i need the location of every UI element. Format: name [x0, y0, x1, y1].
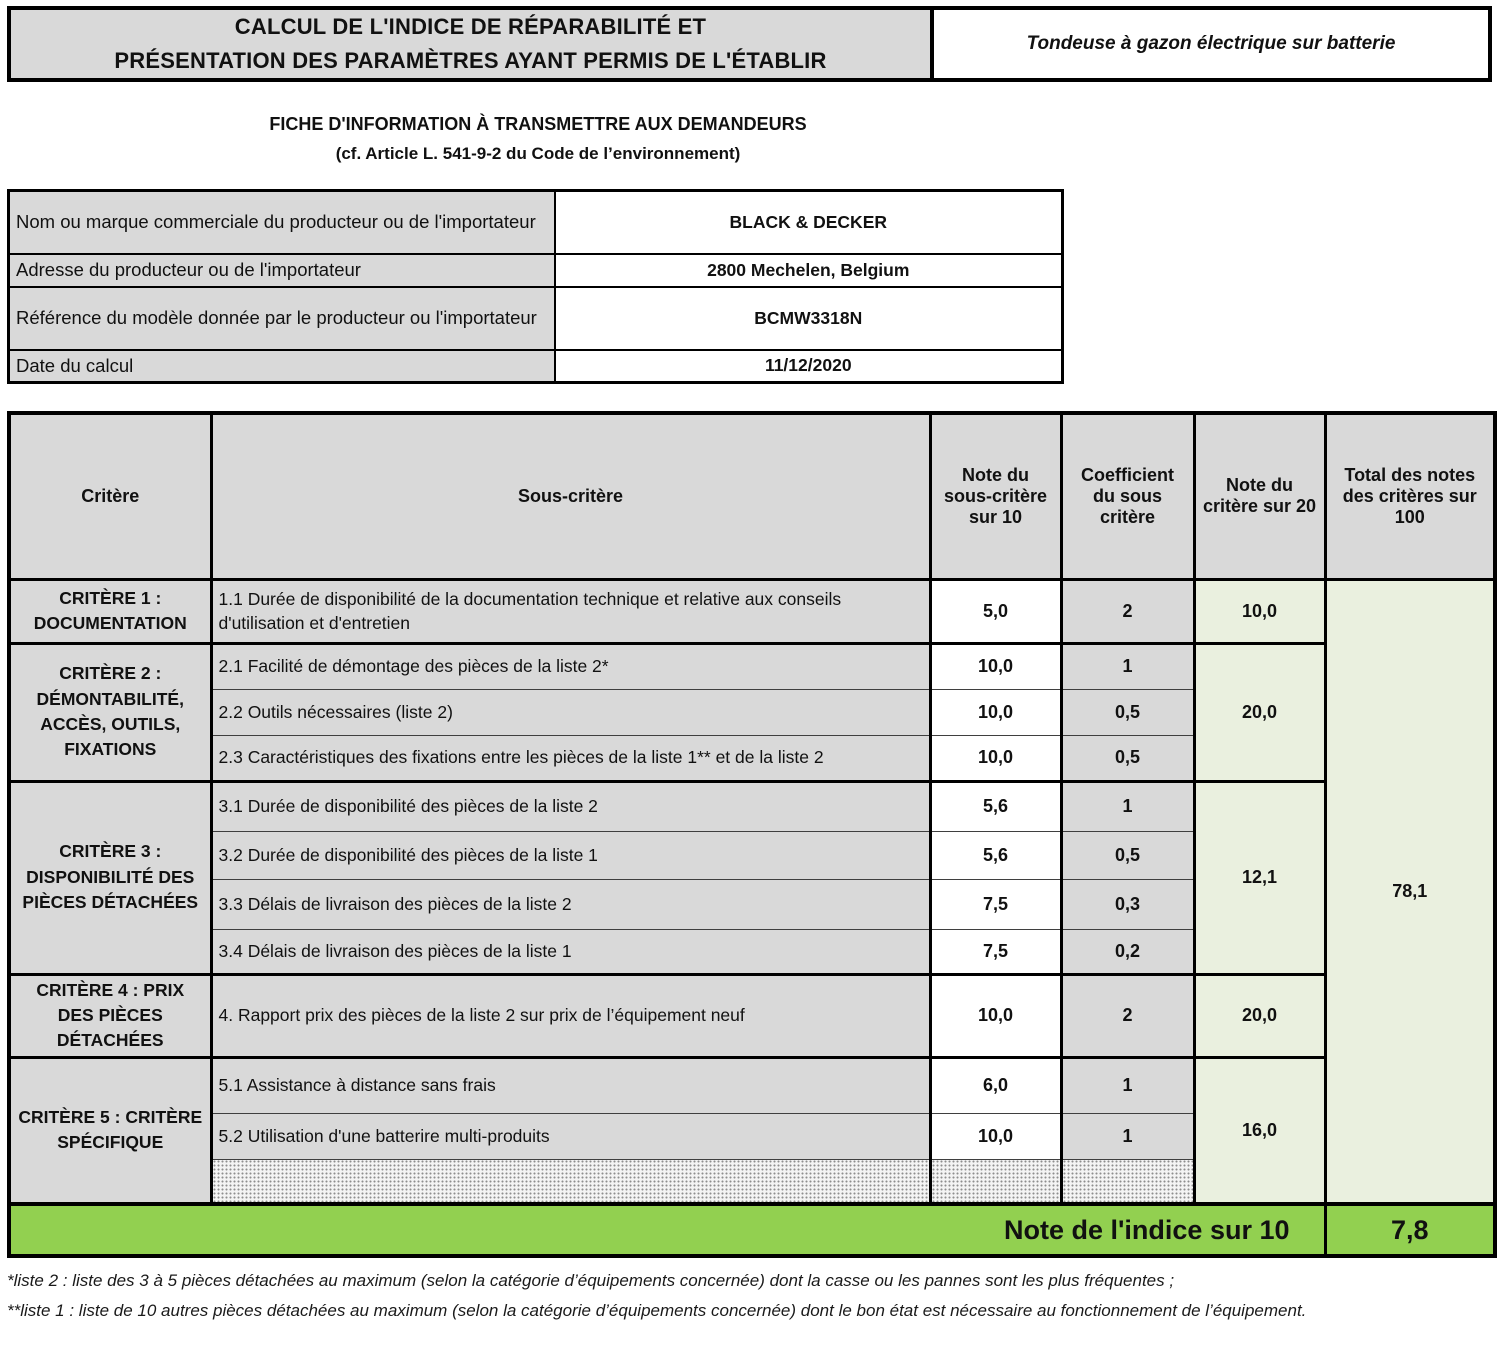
coefficient-cell: 1: [1061, 643, 1194, 689]
sub-criterion-cell: 3.1 Durée de disponibilité des pièces de la liste 2: [211, 781, 930, 831]
empty-hatched-cell: [1061, 1159, 1194, 1204]
empty-hatched-cell: [930, 1159, 1061, 1204]
criterion-2-score20: 20,0: [1194, 643, 1325, 781]
score-table-header-row: [9, 413, 1495, 579]
criterion-5-label: CRITÈRE 5 : CRITÈRE SPÉCIFIQUE: [9, 1057, 211, 1204]
sub-score-cell: 10,0: [930, 974, 1061, 1057]
sub-criterion-cell: 1.1 Durée de disponibilité de la documentation technique et relative aux conseils d'utilisation et d'entretien: [211, 579, 930, 643]
sub-score-cell: 6,0: [930, 1057, 1061, 1113]
footnote-liste1: **liste 1 : liste de 10 autres pièces détachées au maximum (selon la catégorie d’équipements concernée) dont le bon état est nécessaire au fonctionnement de l’équipement.: [7, 1301, 1307, 1321]
footnotes: [7, 1269, 1495, 1322]
coefficient-cell: 0,5: [1061, 735, 1194, 781]
score-table: [7, 411, 1497, 1258]
sub-score-cell: 10,0: [930, 689, 1061, 735]
sub-criterion-cell: 2.2 Outils nécessaires (liste 2): [211, 689, 930, 735]
criterion-1-score20: 10,0: [1194, 579, 1325, 643]
coefficient-cell: 1: [1061, 781, 1194, 831]
criterion-5-score20: 16,0: [1194, 1057, 1325, 1204]
producer-address-label: Adresse du producteur ou de l'importateur: [9, 254, 555, 287]
product-category: Tondeuse à gazon électrique sur batterie: [1026, 33, 1396, 54]
index-score-row: [9, 1204, 1495, 1256]
coefficient-cell: 0,3: [1061, 879, 1194, 929]
criterion-4-label: CRITÈRE 4 : PRIX DES PIÈCES DÉTACHÉES: [9, 974, 211, 1057]
sub-score-cell: 5,6: [930, 831, 1061, 879]
coefficient-cell: 0,5: [1061, 831, 1194, 879]
coefficient-cell: 2: [1061, 974, 1194, 1057]
col-header-note-critere: Note du critère sur 20: [1194, 413, 1325, 579]
sub-criterion-cell: 5.1 Assistance à distance sans frais: [211, 1057, 930, 1113]
product-category-box: [930, 6, 1492, 82]
coefficient-cell: 0,2: [1061, 929, 1194, 974]
total-score-100: 78,1: [1325, 579, 1495, 1204]
sub-score-cell: 10,0: [930, 1113, 1061, 1159]
sub-score-cell: 7,5: [930, 879, 1061, 929]
table-row: [9, 643, 1495, 689]
subtitle-block: [7, 114, 1069, 164]
index-score-label: Note de l'indice sur 10: [9, 1204, 1325, 1256]
producer-info-table: [7, 189, 1064, 384]
criterion-3-label: CRITÈRE 3 : DISPONIBILITÉ DES PIÈCES DÉTACHÉES: [9, 781, 211, 974]
col-header-coefficient: Coefficient du sous critère: [1061, 413, 1194, 579]
calc-date-label: Date du calcul: [9, 350, 555, 383]
coefficient-cell: 1: [1061, 1113, 1194, 1159]
table-row: [9, 287, 1063, 350]
calc-date-value: 11/12/2020: [555, 350, 1063, 383]
document-title-line2: PRÉSENTATION DES PARAMÈTRES AYANT PERMIS DE L'ÉTABLIR: [114, 48, 827, 73]
model-reference-value: BCMW3318N: [555, 287, 1063, 350]
criterion-3-score20: 12,1: [1194, 781, 1325, 974]
criterion-4-score20: 20,0: [1194, 974, 1325, 1057]
sub-score-cell: 7,5: [930, 929, 1061, 974]
info-sheet-heading: FICHE D'INFORMATION À TRANSMETTRE AUX DEMANDEURS: [269, 114, 807, 134]
producer-name-value: BLACK & DECKER: [555, 191, 1063, 254]
sub-score-cell: 5,6: [930, 781, 1061, 831]
table-row: [9, 254, 1063, 287]
table-row: [9, 974, 1495, 1057]
sub-criterion-cell: 2.3 Caractéristiques des fixations entre les pièces de la liste 1** et de la liste 2: [211, 735, 930, 781]
table-row: [9, 579, 1495, 643]
criterion-2-label: CRITÈRE 2 : DÉMONTABILITÉ, ACCÈS, OUTILS, FIXATIONS: [9, 643, 211, 781]
empty-hatched-cell: [211, 1159, 930, 1204]
criterion-1-label: CRITÈRE 1 : DOCUMENTATION: [9, 579, 211, 643]
model-reference-label: Référence du modèle donnée par le producteur ou l'importateur: [9, 287, 555, 350]
header-row: [7, 6, 1493, 82]
sub-criterion-cell: 3.2 Durée de disponibilité des pièces de la liste 1: [211, 831, 930, 879]
document-title-line1: CALCUL DE L'INDICE DE RÉPARABILITÉ ET: [234, 14, 707, 39]
col-header-critere: Critère: [9, 413, 211, 579]
producer-address-value: 2800 Mechelen, Belgium: [555, 254, 1063, 287]
sub-criterion-cell: 3.3 Délais de livraison des pièces de la liste 2: [211, 879, 930, 929]
col-header-note-sous-critere: Note du sous-critère sur 10: [930, 413, 1061, 579]
table-row: [9, 350, 1063, 383]
sub-criterion-cell: 5.2 Utilisation d'une batterire multi-produits: [211, 1113, 930, 1159]
table-row: [9, 1057, 1495, 1113]
index-score-value: 7,8: [1325, 1204, 1495, 1256]
col-header-sous-critere: Sous-critère: [211, 413, 930, 579]
sub-score-cell: 5,0: [930, 579, 1061, 643]
table-row: [9, 781, 1495, 831]
sub-criterion-cell: 2.1 Facilité de démontage des pièces de la liste 2*: [211, 643, 930, 689]
sub-criterion-cell: 4. Rapport prix des pièces de la liste 2 sur prix de l’équipement neuf: [211, 974, 930, 1057]
coefficient-cell: 2: [1061, 579, 1194, 643]
footnote-liste2: *liste 2 : liste des 3 à 5 pièces détachées au maximum (selon la catégorie d’équipements concernée) dont la casse ou les pannes sont les plus fréquentes ;: [7, 1271, 1175, 1291]
table-row: [9, 191, 1063, 254]
legal-reference: (cf. Article L. 541-9-2 du Code de l’environnement): [335, 144, 741, 163]
col-header-total: Total des notes des critères sur 100: [1325, 413, 1495, 579]
coefficient-cell: 0,5: [1061, 689, 1194, 735]
coefficient-cell: 1: [1061, 1057, 1194, 1113]
sub-score-cell: 10,0: [930, 643, 1061, 689]
document-title-box: [7, 6, 934, 82]
producer-name-label: Nom ou marque commerciale du producteur ou de l'importateur: [9, 191, 555, 254]
sub-criterion-cell: 3.4 Délais de livraison des pièces de la liste 1: [211, 929, 930, 974]
sub-score-cell: 10,0: [930, 735, 1061, 781]
